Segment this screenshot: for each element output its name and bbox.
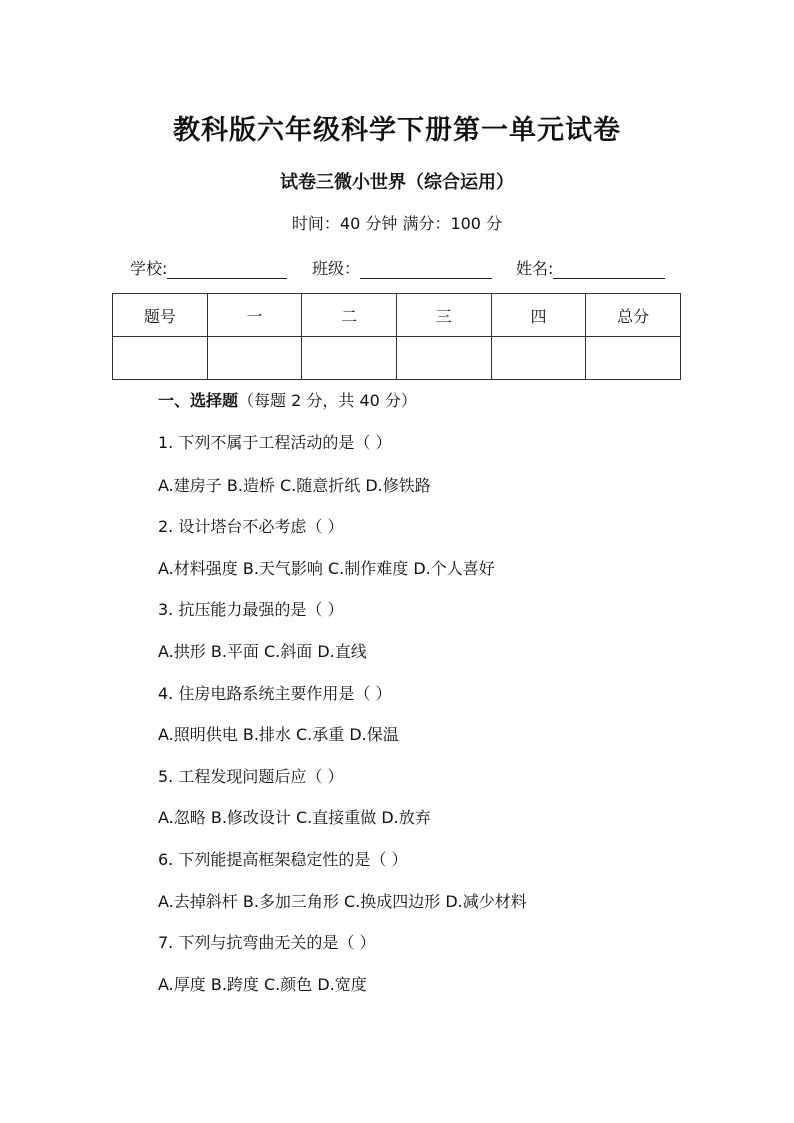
question-stem: 2. 设计塔台不必考虑（ ）	[158, 517, 344, 536]
question-stem: 1. 下列不属于工程活动的是（ ）	[158, 433, 392, 452]
score-value-cell[interactable]	[586, 337, 681, 380]
score-value-cell[interactable]	[396, 337, 491, 380]
question-options: A.拱形 B.平面 C.斜面 D.直线	[158, 642, 367, 661]
school-label: 学校:	[130, 259, 168, 278]
name-field	[516, 256, 665, 279]
question-options: A.去掉斜杆 B.多加三角形 C.换成四边形 D.减少材料	[158, 892, 527, 911]
section-heading	[158, 388, 417, 411]
question-stem: 7. 下列与抗弯曲无关的是（ ）	[158, 933, 376, 952]
question-stem: 4. 住房电路系统主要作用是（ ）	[158, 684, 392, 703]
score-header-cell: 总分	[586, 294, 681, 337]
class-blank-line[interactable]	[360, 260, 492, 279]
score-table-value-row	[113, 337, 681, 380]
score-header-cell: 题号	[113, 294, 208, 337]
time-score-info: 时间：40 分钟 满分：100 分	[291, 214, 503, 233]
name-blank-line[interactable]	[553, 260, 665, 279]
question-options: A.照明供电 B.排水 C.承重 D.保温	[158, 725, 399, 744]
exam-subtitle: 试卷三微小世界（综合运用）	[280, 172, 514, 193]
question-stem: 6. 下列能提高框架稳定性的是（ ）	[158, 850, 408, 869]
score-table	[112, 293, 681, 380]
name-label: 姓名:	[516, 259, 554, 278]
question-options: A.建房子 B.造桥 C.随意折纸 D.修铁路	[158, 476, 431, 495]
question-stem: 5. 工程发现问题后应（ ）	[158, 767, 344, 786]
score-value-cell[interactable]	[113, 337, 208, 380]
exam-title: 教科版六年级科学下册第一单元试卷	[173, 115, 621, 146]
question-options: A.厚度 B.跨度 C.颜色 D.宽度	[158, 975, 367, 994]
score-header-cell: 三	[396, 294, 491, 337]
score-value-cell[interactable]	[491, 337, 586, 380]
question-options: A.忽略 B.修改设计 C.直接重做 D.放弃	[158, 808, 431, 827]
score-value-cell[interactable]	[207, 337, 302, 380]
score-value-cell[interactable]	[302, 337, 397, 380]
school-blank-line[interactable]	[167, 260, 287, 279]
class-field	[312, 256, 492, 279]
score-header-cell: 一	[207, 294, 302, 337]
section-note: （每题 2 分，共 40 分）	[238, 391, 417, 410]
score-header-cell: 四	[491, 294, 586, 337]
class-label: 班级：	[312, 259, 361, 278]
score-table-header-row	[113, 294, 681, 337]
score-header-cell: 二	[302, 294, 397, 337]
student-info-row	[0, 256, 794, 280]
question-options: A.材料强度 B.天气影响 C.制作难度 D.个人喜好	[158, 559, 495, 578]
school-field	[130, 256, 287, 279]
question-stem: 3. 抗压能力最强的是（ ）	[158, 600, 344, 619]
section-title: 一、选择题	[158, 391, 239, 410]
